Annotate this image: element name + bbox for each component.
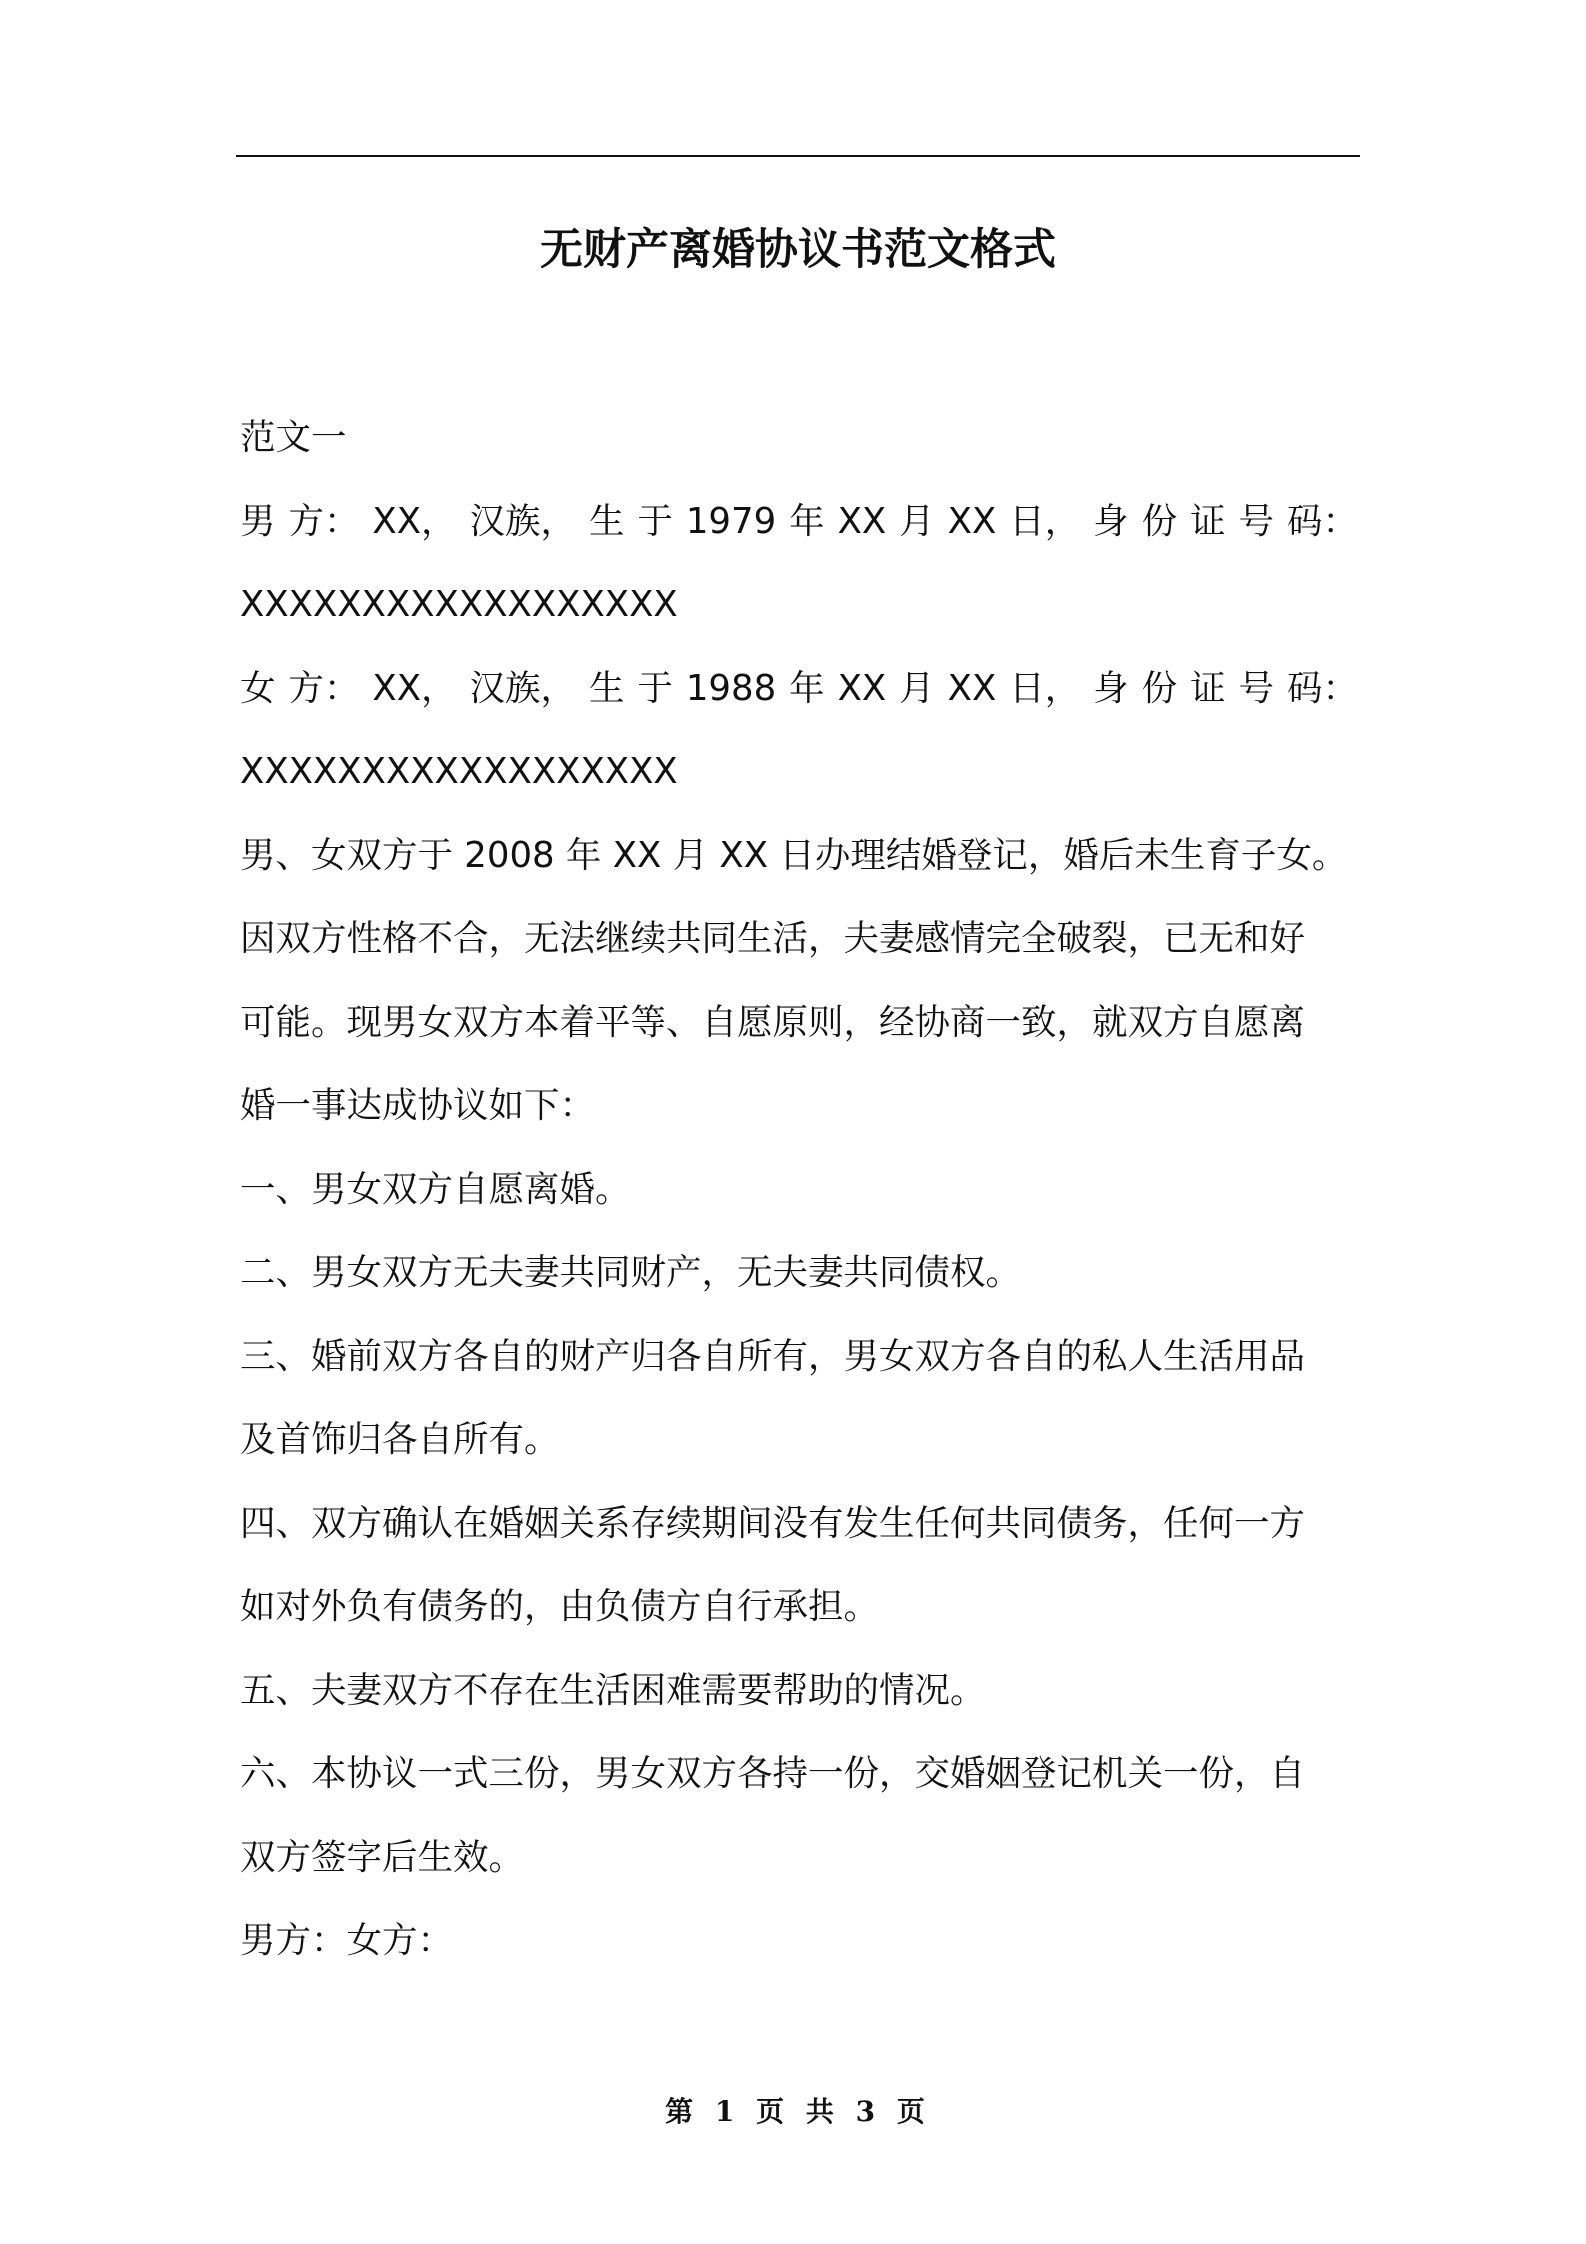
paragraph-line: 男、女双方于 2008 年 XX 月 XX 日办理结婚登记，婚后未生育子女。 (240, 834, 1348, 876)
husband-info-line (240, 480, 1358, 564)
wife-token: 于 (637, 667, 673, 709)
wife-token: 汉族， (469, 667, 576, 709)
husband-token: 身 (1093, 500, 1129, 542)
page-indicator: 第 1 页 共 3 页 (665, 2095, 931, 2128)
wife-token: XX (837, 667, 887, 709)
wife-token: 1988 (685, 667, 777, 709)
clause-line: 双方签字后生效。 (240, 1836, 525, 1878)
clause-line: 六、本协议一式三份，男女双方各持一份，交婚姻登记机关一份，自 (240, 1753, 1306, 1794)
husband-id-number: XXXXXXXXXXXXXXXXXX (240, 584, 678, 625)
husband-token: 1979 (685, 500, 777, 542)
wife-token: 女 (240, 667, 276, 709)
paragraph-line: 可能。现男女双方本着平等、自愿原则，经协商一致，就双方自愿离 (240, 1001, 1306, 1043)
header-rule (236, 155, 1360, 157)
husband-token: 份 (1141, 500, 1178, 542)
clause-line: 三、婚前双方各自的财产归各自所有，男女双方各自的私人生活用品 (240, 1335, 1306, 1377)
clause-line: 及首饰归各自所有。 (240, 1419, 560, 1460)
husband-token: 年 (789, 500, 825, 542)
clause-line: 五、夫妻双方不存在生活困难需要帮助的情况。 (240, 1669, 986, 1711)
paragraph-line: 婚一事达成协议如下： (240, 1085, 596, 1126)
wife-token: 身 (1093, 667, 1129, 709)
clause-line: 二、男女双方无夫妻共同财产，无夫妻共同债权。 (240, 1252, 1022, 1293)
signature-line: 男方：女方： (240, 1920, 454, 1961)
wife-token: 码： (1286, 667, 1358, 709)
husband-token: 方： (288, 500, 360, 542)
husband-token: XX (947, 500, 997, 542)
wife-token: 证 (1190, 667, 1226, 709)
husband-token: 汉族， (469, 500, 576, 542)
wife-id-number: XXXXXXXXXXXXXXXXXX (240, 751, 678, 792)
wife-info-line (240, 647, 1358, 731)
wife-token: 年 (789, 667, 825, 709)
wife-token: XX， (372, 667, 457, 709)
husband-token: 月 (899, 500, 935, 542)
wife-token: 份 (1141, 667, 1178, 709)
husband-token: 日， (1009, 500, 1081, 542)
husband-token: 于 (637, 500, 673, 542)
wife-token: 月 (899, 667, 935, 709)
paragraph-line: 因双方性格不合，无法继续共同生活，夫妻感情完全破裂，已无和好 (240, 918, 1306, 959)
wife-token: XX (947, 667, 997, 709)
wife-token: 生 (588, 667, 625, 709)
wife-token: 方： (288, 667, 360, 709)
clause-line: 如对外负有债务的，由负债方自行承担。 (240, 1586, 880, 1627)
husband-token: 证 (1190, 500, 1226, 542)
husband-token: 生 (588, 500, 625, 542)
husband-token: 号 (1238, 500, 1275, 542)
husband-token: XX， (372, 500, 457, 542)
document-body (240, 396, 1358, 1983)
wife-token: 号 (1238, 667, 1275, 709)
clause-line: 一、男女双方自愿离婚。 (240, 1168, 631, 1210)
husband-token: 男 (240, 500, 276, 542)
document-title: 无财产离婚协议书范文格式 (540, 225, 1056, 275)
wife-token: 日， (1009, 667, 1081, 709)
husband-token: 码： (1286, 500, 1358, 542)
clause-line: 四、双方确认在婚姻关系存续期间没有发生任何共同债务，任何一方 (240, 1502, 1306, 1544)
husband-token: XX (837, 500, 887, 542)
section-heading: 范文一 (240, 417, 347, 458)
